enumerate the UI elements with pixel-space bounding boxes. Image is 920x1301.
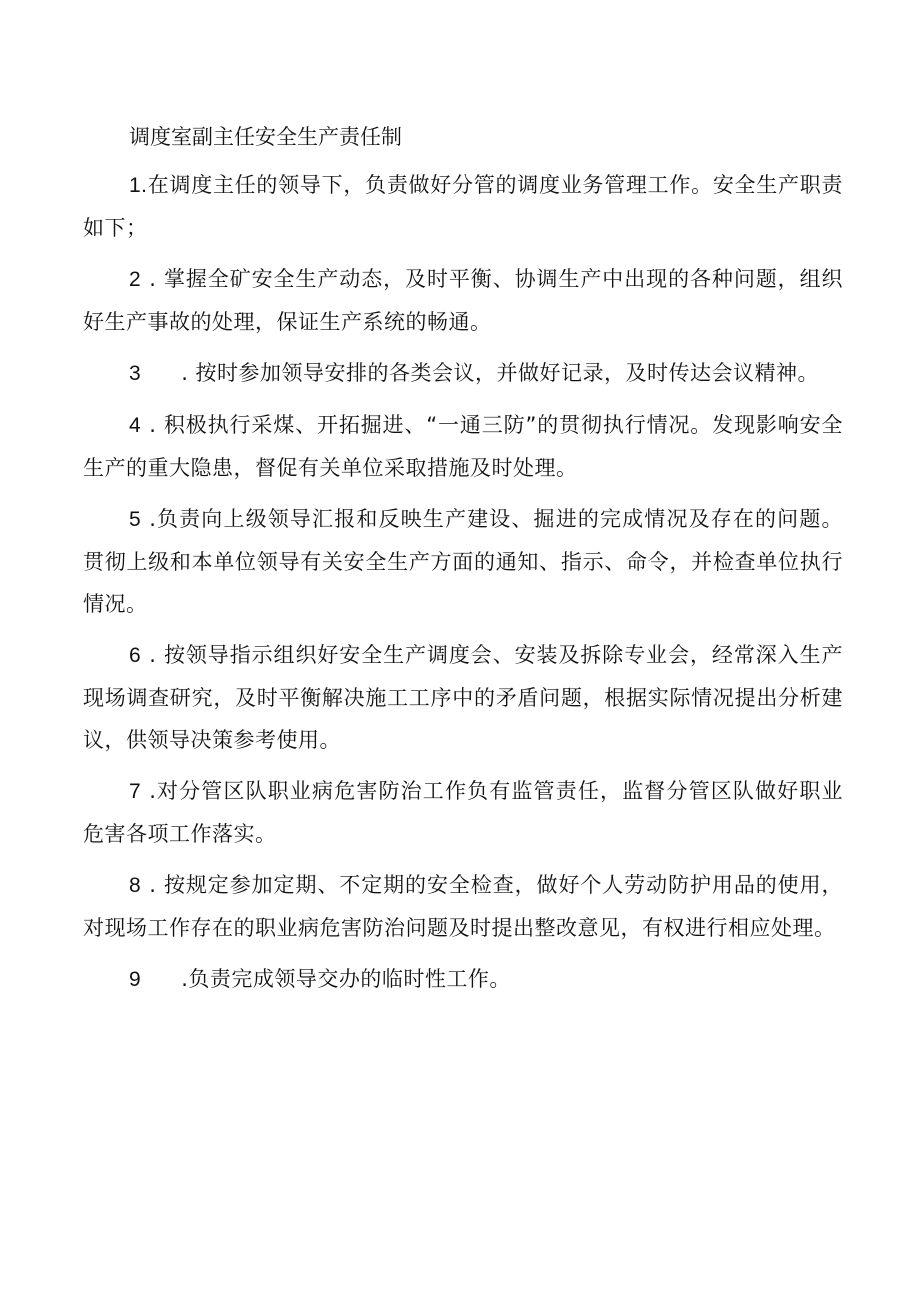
list-item-4 xyxy=(83,404,843,489)
item-number-1: 1. xyxy=(129,174,148,197)
list-item-1 xyxy=(83,164,843,249)
document-title: 调度室副主任安全生产责任制 xyxy=(129,125,402,149)
item-text-9: .负责完成领导交办的临时性工作。 xyxy=(181,967,511,991)
item-text-8: . 按规定参加定期、不定期的安全检查，做好个人劳动防护用品的使用，对现场工作存在的职业病危害防治问题及时提出整改意见，有权进行相应处理。 xyxy=(83,873,843,940)
list-item-3 xyxy=(83,352,843,395)
item-text-4: . 积极执行采煤、开拓掘进、“一通三防”的贯彻执行情况。发现影响安全生产的重大隐患，督促有关单位采取措施及时处理。 xyxy=(83,413,843,480)
item-number-8: 8 xyxy=(129,874,142,897)
document-body xyxy=(83,119,843,1010)
list-item-8 xyxy=(83,864,843,949)
list-item-5 xyxy=(83,498,843,625)
item-number-5: 5 xyxy=(129,508,142,531)
item-number-2: 2 xyxy=(129,268,142,291)
item-text-5: .负责向上级领导汇报和反映生产建设、掘进的完成情况及存在的问题。贯彻上级和本单位领导有关安全生产方面的通知、指示、命令，并检查单位执行情况。 xyxy=(83,507,843,616)
list-item-9 xyxy=(83,958,843,1001)
list-item-2 xyxy=(83,258,843,343)
item-text-6: . 按领导指示组织好安全生产调度会、安装及拆除专业会，经常深入生产现场调查研究，及时平衡解决施工工序中的矛盾问题，根据实际情况提出分析建议，供领导决策参考使用。 xyxy=(83,643,843,752)
item-text-7: .对分管区队职业病危害防治工作负有监管责任，监督分管区队做好职业危害各项工作落实。 xyxy=(83,779,843,846)
list-item-7 xyxy=(83,770,843,855)
item-text-3: . 按时参加领导安排的各类会议，并做好记录，及时传达会议精神。 xyxy=(181,361,820,385)
item-text-2: . 掌握全矿安全生产动态，及时平衡、协调生产中出现的各种问题，组织好生产事故的处理，保证生产系统的畅通。 xyxy=(83,267,843,334)
item-number-4: 4 xyxy=(129,414,142,437)
list-item-6 xyxy=(83,634,843,761)
item-text-1: 在调度主任的领导下，负责做好分管的调度业务管理工作。安全生产职责如下； xyxy=(83,173,843,240)
item-number-9: 9 xyxy=(129,968,142,991)
item-number-3: 3 xyxy=(129,362,142,385)
item-number-7: 7 xyxy=(129,780,142,803)
item-number-6: 6 xyxy=(129,644,142,667)
